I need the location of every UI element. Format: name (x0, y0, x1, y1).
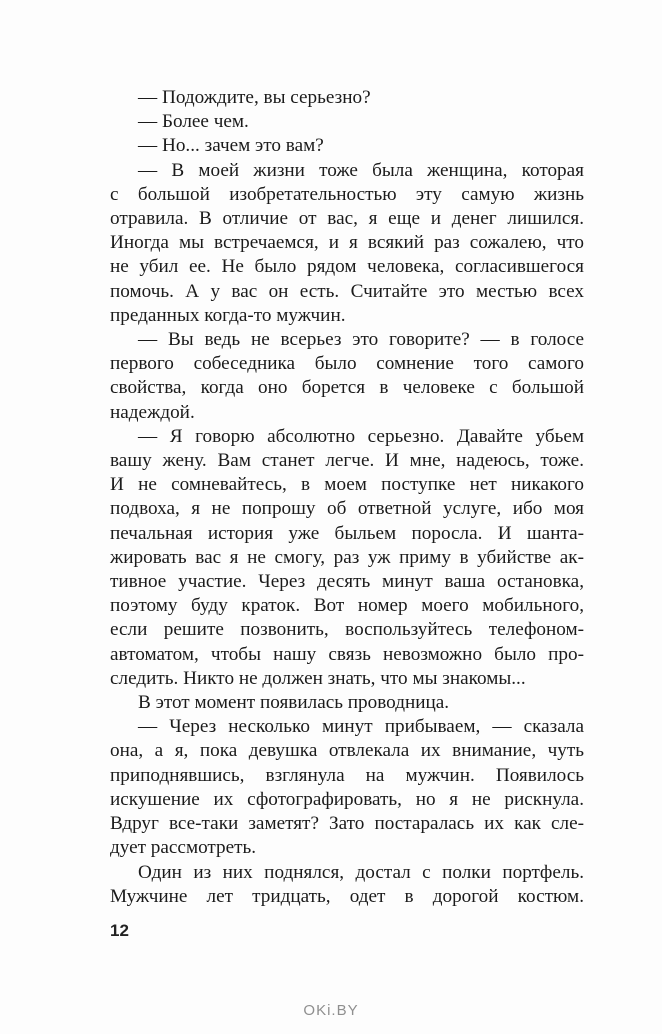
text-line: Вдруг все-таки заметят? Зато постаралась их как сле- (110, 813, 584, 835)
paragraph (110, 86, 584, 110)
text-line: первого собеседника было сомнение того самого (110, 353, 584, 375)
text-line: — Подождите, вы серьезно? (138, 87, 371, 108)
text-line: И не сомневайтесь, в моем поступке нет никакого (110, 474, 584, 496)
text-line: В этот момент появилась проводница. (138, 692, 450, 714)
text-line: если решите позвонить, воспользуйтесь телефоном- (110, 619, 584, 641)
text-line: — Я говорю абсолютно серьезно. Давайте убьем (138, 425, 584, 447)
text-line: Иногда мы встречаемся, и я всякий раз сожалею, что (110, 232, 584, 254)
watermark: OKi.BY (303, 1002, 359, 1019)
text-line: — Но... зачем это вам? (138, 135, 324, 157)
paragraph (110, 159, 584, 328)
text-line: — В моей жизни тоже была женщина, которая (138, 159, 584, 181)
text-line: — Через несколько минут прибываем, — сказала (138, 716, 584, 738)
text-line: искушение их сфотографировать, но я не рискнула. (110, 788, 584, 810)
paragraph (110, 134, 584, 158)
text-line: автоматом, чтобы нашу связь невозможно было про- (110, 643, 584, 665)
text-line: свойства, когда оно борется в человеке с большой (110, 377, 584, 399)
paragraph (110, 861, 584, 909)
text-line: — Более чем. (138, 111, 249, 133)
text-line: печальная история уже быльем поросла. И шанта- (110, 522, 584, 544)
text-line: — Вы ведь не всерьез это говорите? — в голосе (138, 329, 584, 351)
paragraph (110, 110, 584, 134)
page-number: 12 (110, 921, 129, 940)
text-line: дует рассмотреть. (110, 837, 257, 859)
text-line: вашу жену. Вам станет легче. И мне, надеюсь, тоже. (110, 450, 584, 472)
text-line: не убил ее. Не было рядом человека, согласившегося (110, 256, 584, 278)
text-line: она, а я, пока девушка отвлекала их внимание, чуть (110, 740, 584, 762)
text-line: следить. Никто не должен знать, что мы знакомы... (110, 667, 526, 689)
text-line: поэтому буду краток. Вот номер моего мобильного, (110, 595, 584, 617)
text-line: тивное участие. Через десять минут ваша остановка, (110, 571, 584, 593)
text-line: отравила. В отличие от вас, я еще и денег лишился. (110, 208, 584, 230)
text-line: помочь. А у вас он есть. Считайте это местью всех (110, 280, 584, 302)
text-line: Один из них поднялся, достал с полки портфель. (138, 861, 584, 883)
paragraph (110, 328, 584, 425)
paragraph (110, 691, 584, 715)
paragraph (110, 425, 584, 691)
text-line: Мужчине лет тридцать, одет в дорогой костюм. (110, 885, 584, 907)
text-line: подвоха, я не попрошу об ответной услуге, ибо моя (110, 498, 584, 520)
text-line: приподнявшись, взглянула на мужчин. Появилось (110, 764, 584, 786)
text-block (110, 86, 584, 909)
text-line: с большой изобретательностью эту самую жизнь (110, 183, 584, 205)
paragraph (110, 715, 584, 860)
text-line: жировать вас я не смогу, раз уж приму в убийстве ак- (110, 546, 584, 568)
text-line: преданных когда-то мужчин. (110, 304, 346, 326)
text-line: надеждой. (110, 401, 195, 423)
